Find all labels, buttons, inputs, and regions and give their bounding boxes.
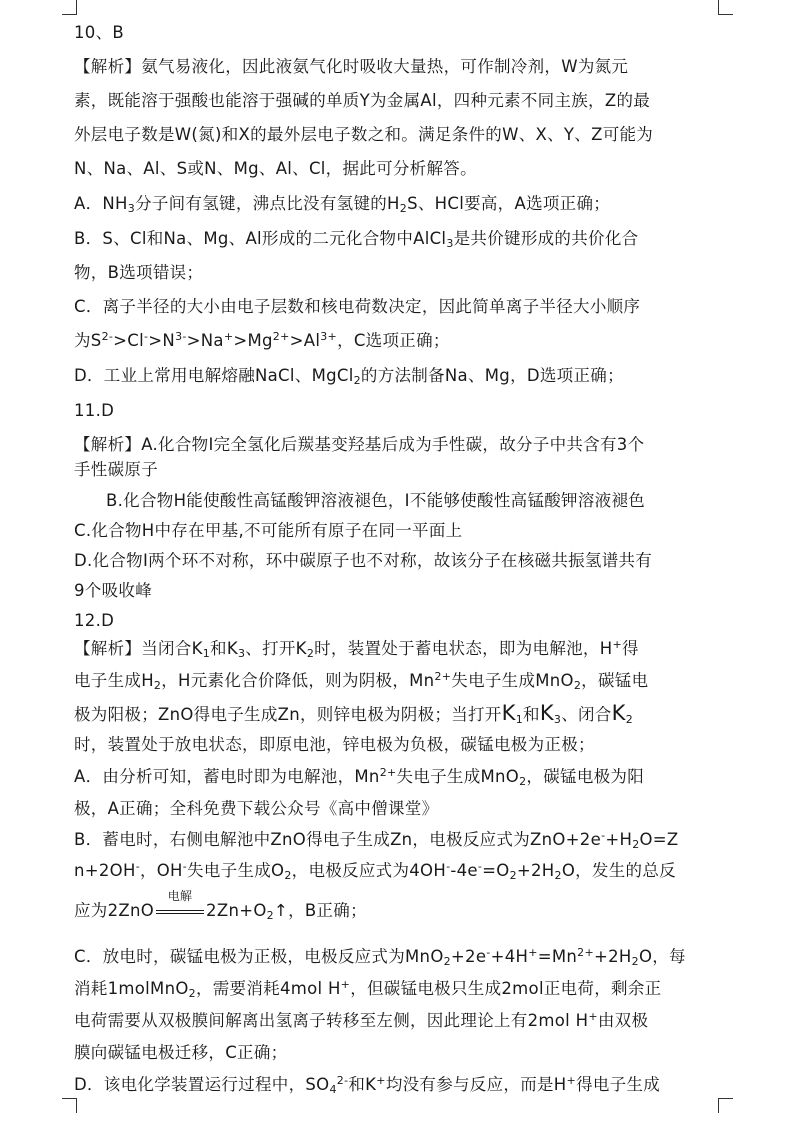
text-line: D.化合物I两个环不对称，环中碳原子也不对称，故该分子在核磁共振氢谱共有 <box>74 551 653 570</box>
text-line: 电荷需要从双极膜间解离出氢离子转移至左侧，因此理论上有2mol H+由双极 <box>74 1010 649 1030</box>
text-line: A．由分析可知，蓄电时即为电解池，$Mn^{2+}$失电子生成MnO$_2$，碳锰电极为阳 <box>74 766 645 788</box>
text-line: n+2OH-，OH-失电子生成$O_2$，电极反应式为$4OH^--4e^-=O_2+2H_2O$，发生的总反 <box>74 860 676 882</box>
text-line: B．蓄电时，右侧电解池中ZnO得电子生成Zn，电极反应式为$ZnO+2e^-+H_2O=Z$ <box>74 829 679 851</box>
text-line: N、Na、Al、S或N、Mg、Al、Cl，据此可分析解答。 <box>74 159 477 178</box>
text-line: 【解析】当闭合$K_1$和$K_3$、打开$K_2$时，装置处于蓄电状态，即为电解池，H+得 <box>74 638 639 660</box>
equation-line: 应为2ZnO 电解 $2Zn+O_2↑$，B正确； <box>74 889 367 922</box>
text-line: 【解析】A.化合物I完全氢化后羰基变羟基后成为手性碳，故分子中共含有3个 <box>74 435 645 454</box>
text-line: 9个吸收峰 <box>74 581 152 600</box>
text-line: C．离子半径的大小由电子层数和核电荷数决定，因此简单离子半径大小顺序 <box>74 297 641 316</box>
text-line: 为$S^{2-}>Cl^->N^{3-}>Na^+>Mg^{2+}>Al^{3+}$，C选项正确； <box>74 330 450 350</box>
text-line: 素，既能溶于强酸也能溶于强碱的单质Y为金属Al，四种元素不同主族，Z的最 <box>74 91 651 110</box>
text-line: 消耗1molMnO$_2$，需要消耗4mol H+，但碳锰电极只生成2mol正电荷，剩余正 <box>74 978 662 1000</box>
text-line: C．放电时，碳锰电极为正极，电极反应式为$MnO_2+2e^-+4H^+=Mn^{2+}+2H_2O$，每 <box>74 946 686 968</box>
text-line: 极，A正确；全科免费下载公众号《高中僧课堂》 <box>74 799 439 818</box>
text-line: 手性碳原子 <box>74 460 158 479</box>
corner-mark-top-right <box>718 0 733 15</box>
answer-heading-11: 11.D <box>74 401 115 420</box>
corner-mark-bottom-right <box>718 1098 733 1113</box>
text-line: 物，B选项错误； <box>74 263 204 282</box>
text-line: B.化合物H能使酸性高锰酸钾溶液褪色，I不能够使酸性高锰酸钾溶液褪色 <box>106 491 646 510</box>
text-line: A．$NH_3$分子间有氢键，沸点比没有氢键的$H_2S$、HCl要高，A选项正确； <box>74 194 611 215</box>
text-line: 膜向碳锰电极迁移，C正确； <box>74 1043 288 1062</box>
text-line: C.化合物H中存在甲基,不可能所有原子在同一平面上 <box>74 521 463 540</box>
text-line: D．该电化学装置运行过程中，$SO_4^{2-}$和K+均没有参与反应，而是H+得电子生成 <box>74 1074 661 1096</box>
text-line: 电子生成$H_2$，H元素化合价降低，则为阴极，$Mn^{2+}$失电子生成MnO$_2$，碳锰电 <box>74 670 649 692</box>
text-line: 【解析】氨气易液化，因此液氨气化时吸收大量热，可作制冷剂，W为氮元 <box>74 57 629 76</box>
text-line: B．S、Cl和Na、Mg、Al形成的二元化合物中AlCl$_3$是共价键形成的共价化合 <box>74 229 639 250</box>
corner-mark-top-left <box>62 0 77 15</box>
corner-mark-bottom-left <box>62 1098 77 1113</box>
answer-heading-12: 12.D <box>74 611 115 630</box>
text-line: 外层电子数是W(氮)和X的最外层电子数之和。满足条件的W、X、Y、Z可能为 <box>74 125 654 144</box>
text-line: 极为阳极；ZnO得电子生成Zn，则锌电极为阴极；当打开$K_1$和$K_3$、闭合$K_2$ <box>74 701 633 726</box>
text-line: 时，装置处于放电状态，即原电池，锌电极为负极，碳锰电极为正极； <box>74 735 595 754</box>
answer-heading-10: 10、B <box>74 23 125 42</box>
text-line: D．工业上常用电解熔融NaCl、MgCl$_2$的方法制备Na、Mg，D选项正确； <box>74 366 624 387</box>
